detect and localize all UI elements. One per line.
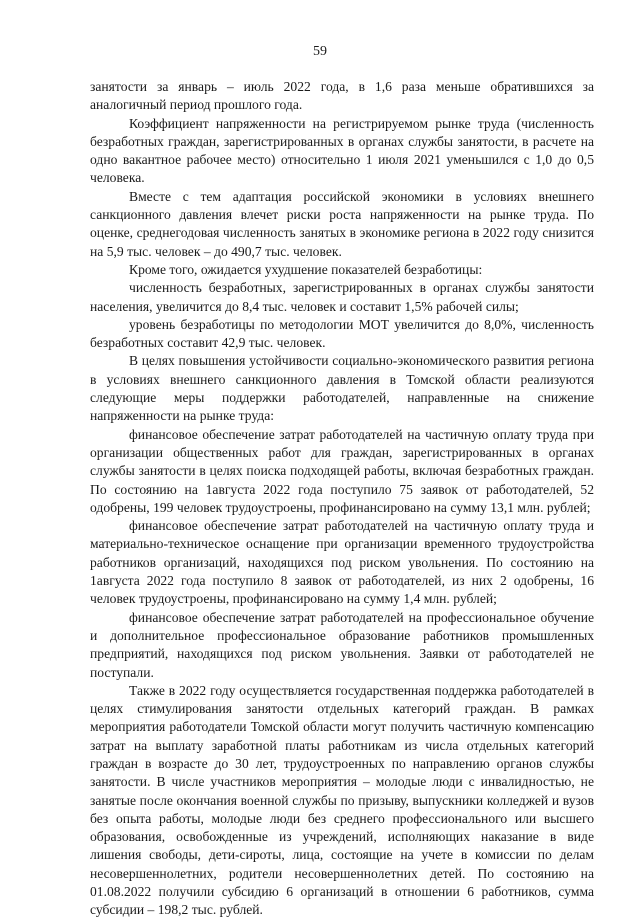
paragraph: В целях повышения устойчивости социально-экономического развития региона в условиях внешнего санкционного давления в Томской области реализуются следующие меры поддержки работодателей, направленные на снижение напряженности на рынке труда:	[90, 353, 594, 424]
paragraph: численность безработных, зарегистрированных в органах службы занятости населения, увеличится до 8,4 тыс. человек и составит 1,5% рабочей силы;	[90, 280, 594, 314]
paragraph: финансовое обеспечение затрат работодателей на профессиональное обучение и дополнительное профессиональное образование работников промышленных предприятий, находящихся под риском увольнения. Заявки от работодателей не поступали.	[90, 609, 594, 680]
paragraph: Кроме того, ожидается ухудшение показателей безработицы:	[129, 261, 483, 277]
paragraph: финансовое обеспечение затрат работодателей на частичную оплату труда и материально-техническое оснащение при организации временного трудоустройства работников организаций, находящихся под риском увольнения. По состоянию на 1августа 2022 года поступило 8 заявок от работодателей, из них 2 одобрены, 16 человек трудоустроены, профинансировано на сумму 1,4 млн. рублей;	[90, 518, 594, 607]
paragraph: уровень безработицы по методологии МОТ увеличится до 8,0%, численность безработных составит 42,9 тыс. человек.	[90, 316, 594, 351]
page-number: 59	[313, 44, 327, 59]
paragraph: финансовое обеспечение затрат работодателей на частичную оплату труда при организации общественных работ для граждан, зарегистрированных в органах службы занятости в целях поиска подходящей работы, включая безработных граждан. По состоянию на 1августа 2022 года поступило 75 заявок от работодателей, 52 одобрены, 199 человек трудоустроены, профинансировано на сумму 13,1 млн. рублей;	[90, 426, 594, 515]
document-body	[90, 78, 594, 920]
paragraph: Коэффициент напряженности на регистрируемом рынке труда (численность безработных граждан, зарегистрированных в органах службы занятости, в расчете на одно вакантное рабочее место) относительно 1 июля 2021 уменьшился с 1,0 до 0,5 человека.	[90, 115, 594, 186]
paragraph: Также в 2022 году осуществляется государственная поддержка работодателей в целях стимулирования занятости отдельных категорий граждан. В рамках мероприятия работодатели Томской области могут получить частичную компенсацию затрат на выплату заработной платы работникам из числа отдельных категорий граждан в возрасте до 30 лет, трудоустроенных по направлению органов службы занятости. В числе участников мероприятия – молодые люди с инвалидностью, не занятые после окончания военной службы по призыву, выпускники колледжей и вузов без опыта работы, молодые люди без среднего профессионального или высшего образования, освобожденные из учреждений, исполняющих наказание в виде лишения свободы, дети-сироты, лица, состоящие на учете в комиссии по делам несовершеннолетних, родители несовершеннолетних детей. По состоянию на 01.08.2022 получили субсидию 6 организаций в отношении 6 работников, сумма субсидии – 198,2 тыс. рублей.	[90, 682, 594, 918]
paragraph: Вместе с тем адаптация российской экономики в условиях внешнего санкционного давления влечет риски роста напряженности на рынке труда. По оценке, среднегодовая численность занятых в экономике региона в 2022 году снизится на 5,9 тыс. человек – до 490,7 тыс. человек.	[90, 188, 594, 259]
paragraph: занятости за январь – июль 2022 года, в 1,6 раза меньше обратившихся за аналогичный период прошлого года.	[90, 79, 594, 113]
